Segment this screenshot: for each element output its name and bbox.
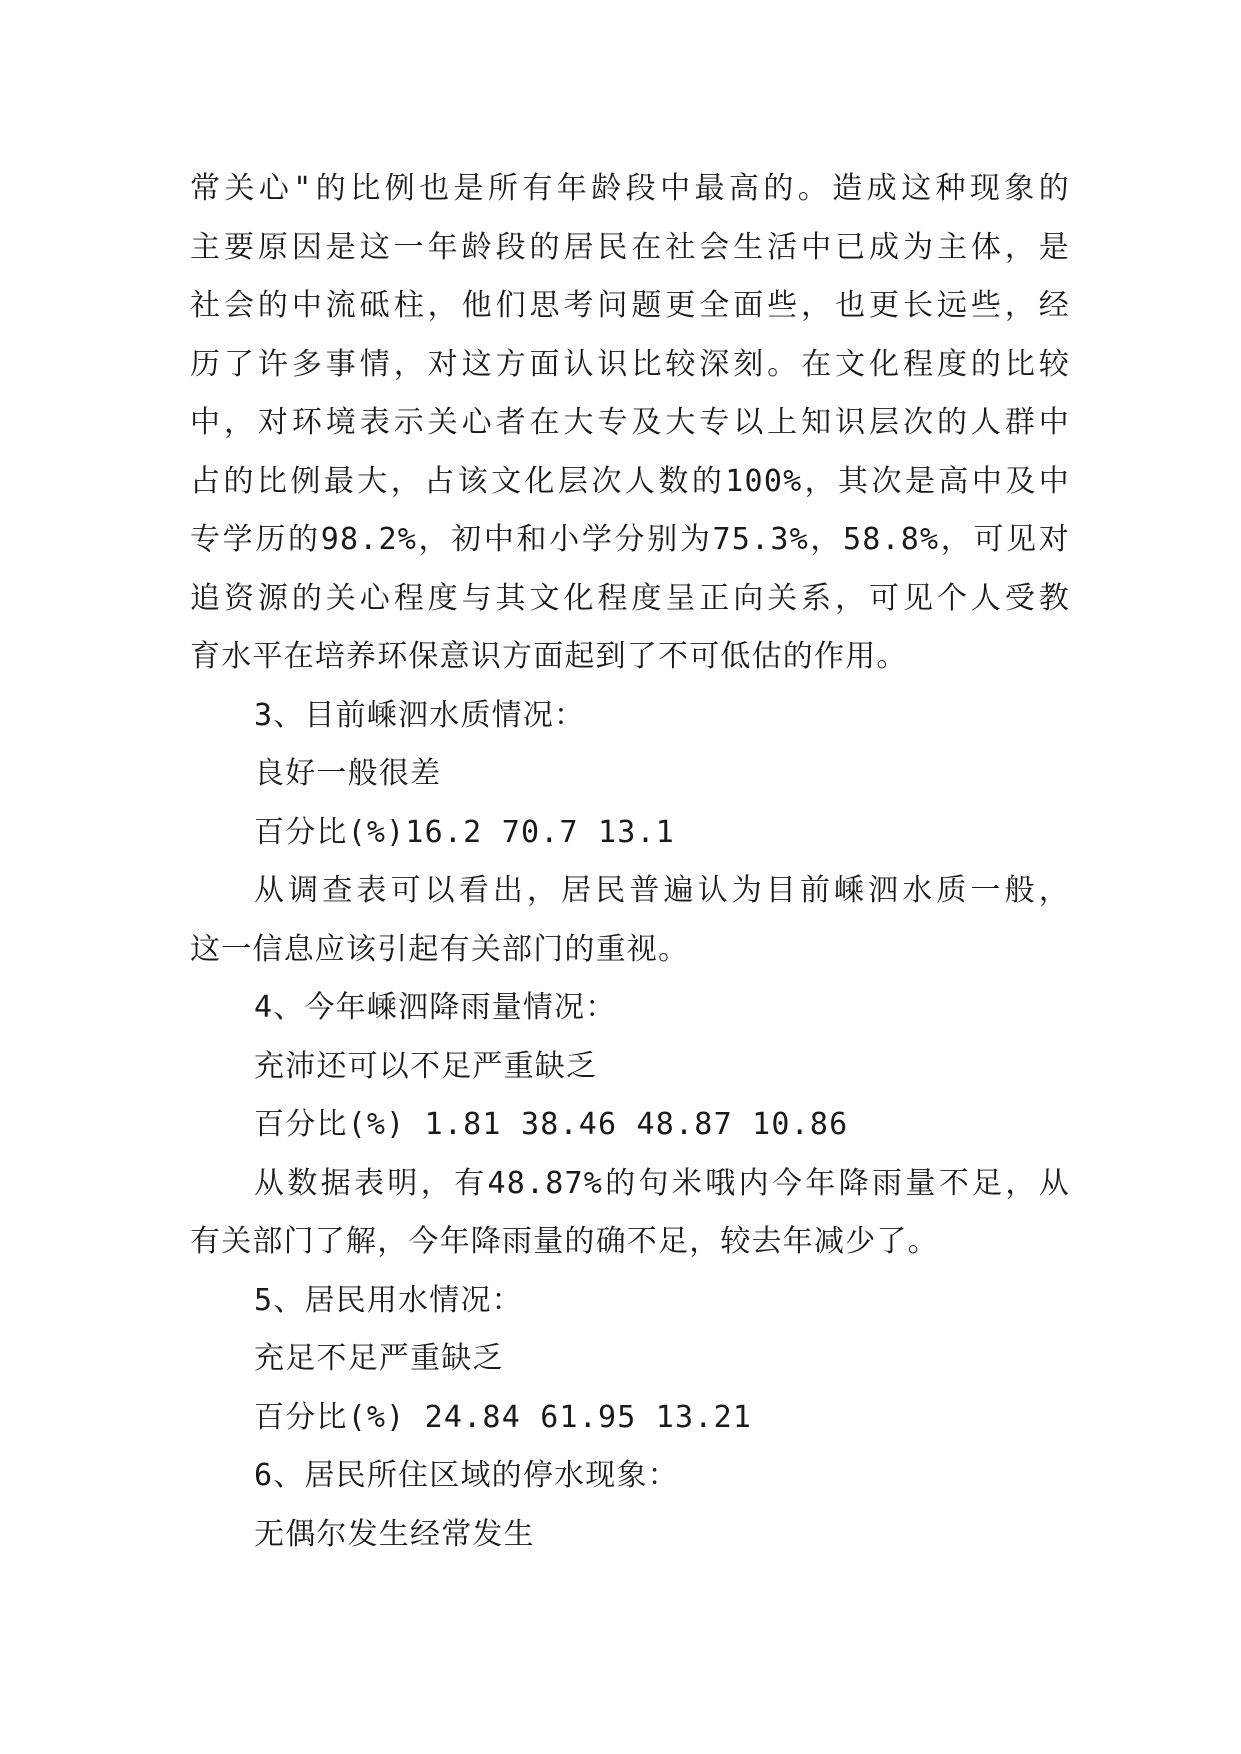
- text-line: 从调查表可以看出，居民普遍认为目前嵊泗水质一般，: [254, 873, 1070, 908]
- text-line: 追资源的关心程度与其文化程度呈正向关系，可见个人受教: [190, 580, 1070, 616]
- text-line: 历了许多事情，对这方面认识比较深刻。在文化程度的比较: [190, 346, 1070, 382]
- paragraph-p9: [190, 1155, 1070, 1272]
- text-line: 3、目前嵊泗水质情况：: [254, 697, 586, 733]
- text-line: 有关部门了解，今年降雨量的确不足，较去年减少了。: [190, 1224, 939, 1259]
- paragraph-p10: [190, 1272, 1070, 1331]
- text-line: 专学历的98.2%，初中和小学分别为75.3%，58.8%，可见对: [190, 522, 1070, 557]
- paragraph-p7: [190, 1038, 1070, 1097]
- paragraph-p3: [190, 745, 1070, 804]
- text-line: 6、居民所住区域的停水现象：: [254, 1458, 679, 1493]
- text-line: 百分比(%)16.2 70.7 13.1: [254, 814, 676, 850]
- paragraph-p5: [190, 862, 1070, 979]
- paragraph-p14: [190, 1506, 1070, 1565]
- text-line: 无偶尔发生经常发生: [254, 1516, 535, 1552]
- text-line: 这一信息应该引起有关部门的重视。: [190, 931, 690, 967]
- text-line: 占的比例最大，占该文化层次人数的100%，其次是高中及中: [190, 463, 1070, 499]
- paragraph-p12: [190, 1389, 1070, 1448]
- text-line: 百分比(%) 1.81 38.46 48.87 10.86: [254, 1107, 849, 1142]
- text-line: 充足不足严重缺乏: [254, 1341, 504, 1376]
- text-line: 从数据表明，有48.87%的句米哦内今年降雨量不足，从: [254, 1165, 1070, 1201]
- text-line: 良好一般很差: [254, 756, 442, 791]
- text-line: 育水平在培养环保意识方面起到了不可低估的作用。: [190, 639, 908, 674]
- paragraph-p8: [190, 1096, 1070, 1155]
- text-line: 充沛还可以不足严重缺乏: [254, 1048, 598, 1084]
- paragraph-p2: [190, 687, 1070, 746]
- document-body: [190, 160, 1070, 1564]
- text-line: 中，对环境表示关心者在大专及大专以上知识层次的人群中: [190, 405, 1070, 440]
- paragraph-p13: [190, 1447, 1070, 1506]
- text-line: 社会的中流砥柱，他们思考问题更全面些，也更长远些，经: [190, 288, 1070, 323]
- text-line: 5、居民用水情况：: [254, 1282, 523, 1318]
- paragraph-p11: [190, 1330, 1070, 1389]
- text-line: 主要原因是这一年龄段的居民在社会生活中已成为主体，是: [190, 229, 1070, 265]
- paragraph-p1: [190, 160, 1070, 687]
- text-line: 4、今年嵊泗降雨量情况：: [254, 990, 617, 1025]
- text-line: 百分比(%) 24.84 61.95 13.21: [254, 1399, 753, 1435]
- paragraph-p4: [190, 804, 1070, 863]
- text-line: 常关心"的比例也是所有年龄段中最高的。造成这种现象的: [190, 171, 1070, 206]
- paragraph-p6: [190, 979, 1070, 1038]
